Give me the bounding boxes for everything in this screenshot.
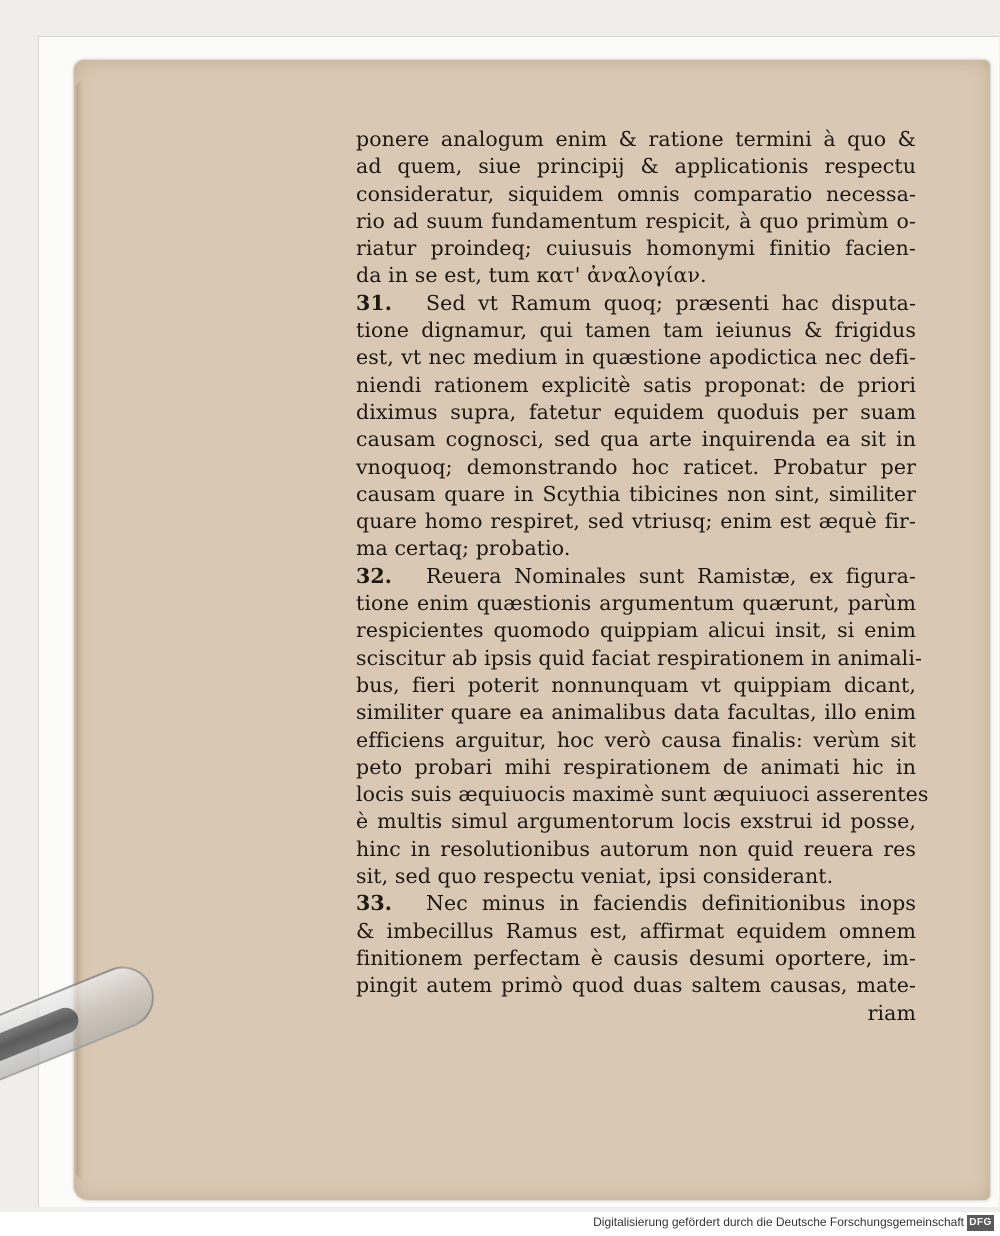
paragraph-number: 32.: [356, 563, 392, 588]
text-line: riatur proindeq; cuiusuis homonymi finitio facien-: [356, 236, 916, 261]
text-line: ad quem, siue principij & applicationis respectu: [356, 154, 916, 179]
text-line: da in se est, tum κατ' ἀναλογίαν.: [356, 263, 707, 288]
text-line: efficiens arguitur, hoc verò causa finalis: verùm sit: [356, 727, 916, 752]
text-line: niendi rationem explicitè satis proponat: de priori: [356, 372, 916, 397]
text-line: est, vt nec medium in quæstione apodictica nec defi-: [356, 345, 916, 370]
text-line: è multis simul argumentorum locis exstrui id posse,: [356, 809, 916, 834]
funding-credit: Digitalisierung gefördert durch die Deutsche Forschungsgemeinschaft: [593, 1215, 964, 1229]
text-line: consideratur, siquidem omnis comparatio necessa-: [356, 181, 916, 206]
text-line: vnoquoq; demonstrando hoc raticet. Probatur per: [356, 454, 916, 479]
text-line: Reuera Nominales sunt Ramistæ, ex figura-: [426, 563, 916, 588]
paragraph-number: 33.: [356, 891, 392, 916]
text-line: bus, fieri poterit nonnunquam vt quippiam dicant,: [356, 672, 916, 697]
catchword: riam: [867, 1000, 916, 1025]
text-line: causam quare in Scythia tibicines non sint, similiter: [356, 481, 916, 506]
text-line: & imbecillus Ramus est, affirmat equidem omnem: [356, 918, 916, 943]
text-line: Nec minus in faciendis definitionibus inops: [426, 891, 916, 916]
paragraph-31-first-line: [356, 290, 916, 317]
text-line: sit, sed quo respectu veniat, ipsi considerant.: [356, 864, 834, 889]
paragraph-number: 31.: [356, 290, 392, 315]
text-line: respicientes quomodo quippiam alicui insit, si enim: [356, 618, 916, 643]
text-line: peto probari mihi respirationem de animati hic in: [356, 754, 916, 779]
text-line: sciscitur ab ipsis quid faciat respirationem in animali-: [356, 645, 923, 670]
text-line: tione dignamur, qui tamen tam ieiunus & frigidus: [356, 318, 916, 343]
text-line: rio ad suum fundamentum respicit, à quo primùm o-: [356, 208, 916, 233]
dfg-logo: DFG: [967, 1215, 994, 1231]
text-line: causam cognosci, sed qua arte inquirenda ea sit in: [356, 427, 916, 452]
page-text: [356, 126, 929, 1027]
text-line: tione enim quæstionis argumentum quærunt, parùm: [356, 591, 916, 616]
text-line: pingit autem primò quod duas saltem causas, mate-: [356, 973, 916, 998]
text-line: ponere analogum enim & ratione termini à quo &: [356, 127, 916, 151]
text-line: quare homo respiret, sed vtriusq; enim est æquè fir-: [356, 509, 916, 534]
text-line: similiter quare ea animalibus data facultas, illo enim: [356, 700, 916, 725]
paragraph-32-first-line: [356, 563, 916, 590]
paragraph-33-first-line: [356, 890, 916, 917]
text-line: locis suis æquiuocis maximè sunt æquiuoci asserentes: [356, 782, 929, 807]
text-line: hinc in resolutionibus autorum non quid reuera res: [356, 836, 916, 861]
text-line: Sed vt Ramum quoq; præsenti hac disputa-: [426, 290, 916, 315]
footer-bar: [0, 1212, 1000, 1236]
text-line: finitionem perfectam è causis desumi oportere, im-: [356, 945, 916, 970]
text-line: ma certaq; probatio.: [356, 536, 571, 561]
text-line: diximus supra, fatetur equidem quoduis per suam: [356, 399, 916, 424]
